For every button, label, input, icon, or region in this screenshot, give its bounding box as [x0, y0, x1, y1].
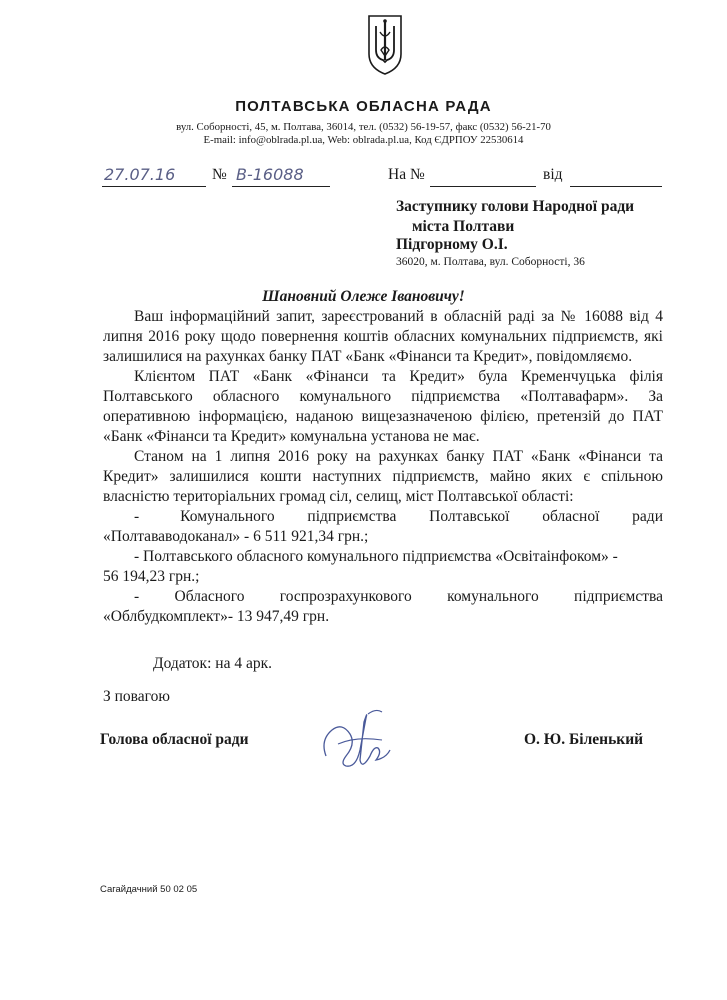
reply-number-label: На №	[388, 166, 425, 183]
list-item-osvitainfokom-line1: - Полтавського обласного комунального підприємства «Освітаінфоком» -	[134, 548, 618, 565]
addressee-position: Заступнику голови Народної ради	[396, 198, 635, 215]
outgoing-date-field	[102, 166, 206, 187]
from-date-field	[570, 166, 662, 187]
addressee-city: міста Полтави	[412, 218, 515, 235]
organization-address: вул. Соборності, 45, м. Полтава, 36014, тел. (0532) 56-19-57, факс (0532) 56-21-70	[176, 121, 551, 133]
signatory-name: О. Ю. Біленький	[524, 731, 644, 748]
executor-note: Сагайдачний 50 02 05	[100, 884, 198, 895]
addressee-name: Підгорному О.І.	[396, 236, 508, 253]
regards: З повагою	[103, 688, 170, 705]
number-sign-label: №	[212, 166, 227, 183]
reply-number-field	[430, 166, 536, 187]
organization-name: ПОЛТАВСЬКА ОБЛАСНА РАДА	[235, 98, 492, 115]
paragraph-request: Ваш інформаційний запит, зареєстрований в обласній раді за № 16088 від 4 липня 2016 року щодо повернення коштів обласних комунальних підприємств, які залишилися на рахунках банку ПАТ «Банк «Фінанси та Кредит», повідомляємо.	[103, 308, 663, 365]
signature-icon	[316, 700, 396, 780]
outgoing-number: В-16088	[236, 165, 304, 184]
organization-contacts: E-mail: info@oblrada.pl.ua, Web: oblrada.pl.ua, Код ЄДРПОУ 22530614	[203, 134, 524, 146]
outgoing-date: 27.07.16	[104, 165, 176, 184]
paragraph-balances: Станом на 1 липня 2016 року на рахунках банку ПАТ «Банк «Фінанси та Кредит» залишилися кошти наступних підприємств, майно яких є спільною власністю територіальних громад сіл, селищ, міст Полтавської області:	[103, 448, 663, 505]
paragraph-client: Клієнтом ПАТ «Банк «Фінанси та Кредит» була Кременчуцька філія Полтавського обласного комунального підприємства «Полтавафарм». За оперативною інформацією, наданою вищезазначеною філією, претензій до ПАТ «Банк «Фінанси та Кредит» комунальна установа не має.	[103, 368, 663, 445]
outgoing-number-field	[232, 166, 330, 187]
attachment-note: Додаток: на 4 арк.	[153, 655, 272, 672]
list-item-vodokanal-line1: - Комунального підприємства Полтавської обласної ради	[134, 508, 663, 525]
greeting: Шановний Олеже Івановичу!	[262, 288, 465, 305]
list-item-oblbudkomplekt-line2: «Облбудкомплект»- 13 947,49 грн.	[103, 608, 330, 625]
letter-body	[103, 307, 663, 627]
coat-of-arms-icon	[367, 14, 403, 76]
from-date-label: від	[543, 166, 563, 183]
list-item-osvitainfokom-line2: 56 194,23 грн.;	[103, 568, 200, 585]
list-item-oblbudkomplekt-line1: - Обласного госпрозрахункового комунального підприємства	[134, 588, 663, 605]
addressee-address: 36020, м. Полтава, вул. Соборності, 36	[396, 256, 585, 268]
list-item-vodokanal-line2: «Полтававодоканал» - 6 511 921,34 грн.;	[103, 528, 369, 545]
signatory-position: Голова обласної ради	[100, 731, 249, 748]
